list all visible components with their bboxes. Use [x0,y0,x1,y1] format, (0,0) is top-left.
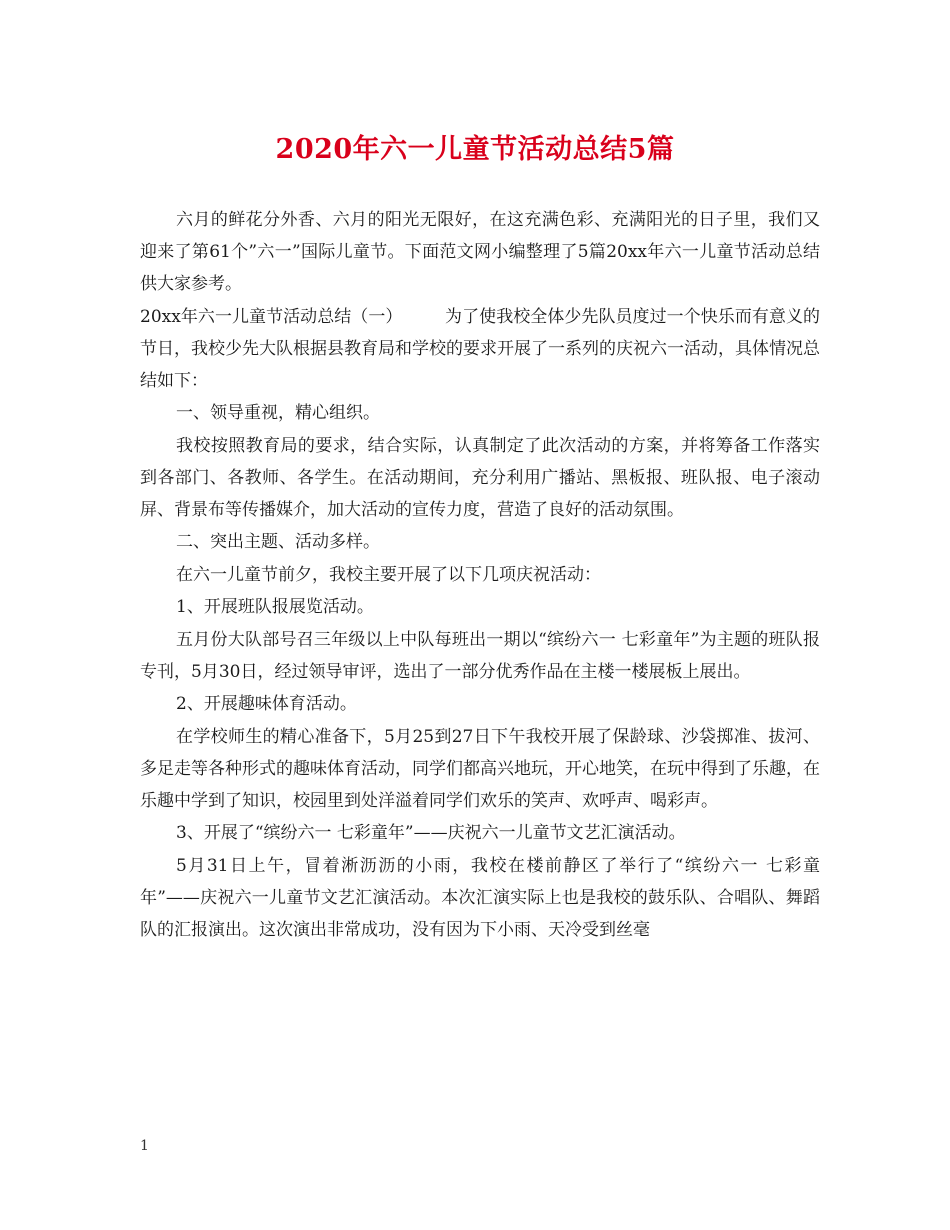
document-body [140,204,820,946]
paragraph: 在六一儿童节前夕，我校主要开展了以下几项庆祝活动： [176,564,601,585]
paragraph: 我校按照教育局的要求，结合实际，认真制定了此次活动的方案，并将筹备工作落实到各部门、各教师、各学生。在活动期间，充分利用广播站、黑板报、班队报、电子滚动屏、背景布等传播媒介，加大活动的宣传力度，营造了良好的活动氛围。 [140,435,820,520]
paragraph: 2、开展趣味体育活动。 [176,694,357,714]
paragraph: 在学校师生的精心准备下，5月25到27日下午我校开展了保龄球、沙袋掷准、拔河、多足走等各种形式的趣味体育活动，同学们都高兴地玩，开心地笑，在玩中得到了乐趣，在乐趣中学到了知识，校园里到处洋溢着同学们欢乐的笑声、欢呼声、喝彩声。 [140,726,820,811]
paragraph: 5月31日上午，冒着淅沥沥的小雨，我校在楼前静区了举行了“缤纷六一 七彩童年”——庆祝六一儿童节文艺汇演活动。本次汇演实际上也是我校的鼓乐队、合唱队、舞蹈队的汇报演出。这次演出非常成功，没有因为下小雨、天冷受到丝毫 [140,855,820,940]
paragraph: 五月份大队部号召三年级以上中队每班出一期以“缤纷六一 七彩童年”为主题的班队报专刊，5月30日，经过领导审评，选出了一部分优秀作品在主楼一楼展板上展出。 [140,629,820,682]
paragraph: 二、突出主题、活动多样。 [176,532,380,552]
page-number: 1 [140,1138,149,1154]
paragraph: 3、开展了“缤纷六一 七彩童年”——庆祝六一儿童节文艺汇演活动。 [176,823,686,843]
paragraph: 1、开展班队报展览活动。 [176,597,374,617]
paragraph: 一、领导重视，精心组织。 [176,403,380,423]
document-title: 2020年六一儿童节活动总结5篇 [275,134,675,165]
paragraph: 六月的鲜花分外香、六月的阳光无限好，在这充满色彩、充满阳光的日子里，我们又迎来了第61个”六一”国际儿童节。下面范文网小编整理了5篇20xx年六一儿童节活动总结供大家参考。 [140,210,820,294]
paragraph: 20xx年六一儿童节活动总结（一） 为了使我校全体少先队员度过一个快乐而有意义的节日，我校少先大队根据县教育局和学校的要求开展了一系列的庆祝六一活动，具体情况总结如下： [140,306,820,391]
